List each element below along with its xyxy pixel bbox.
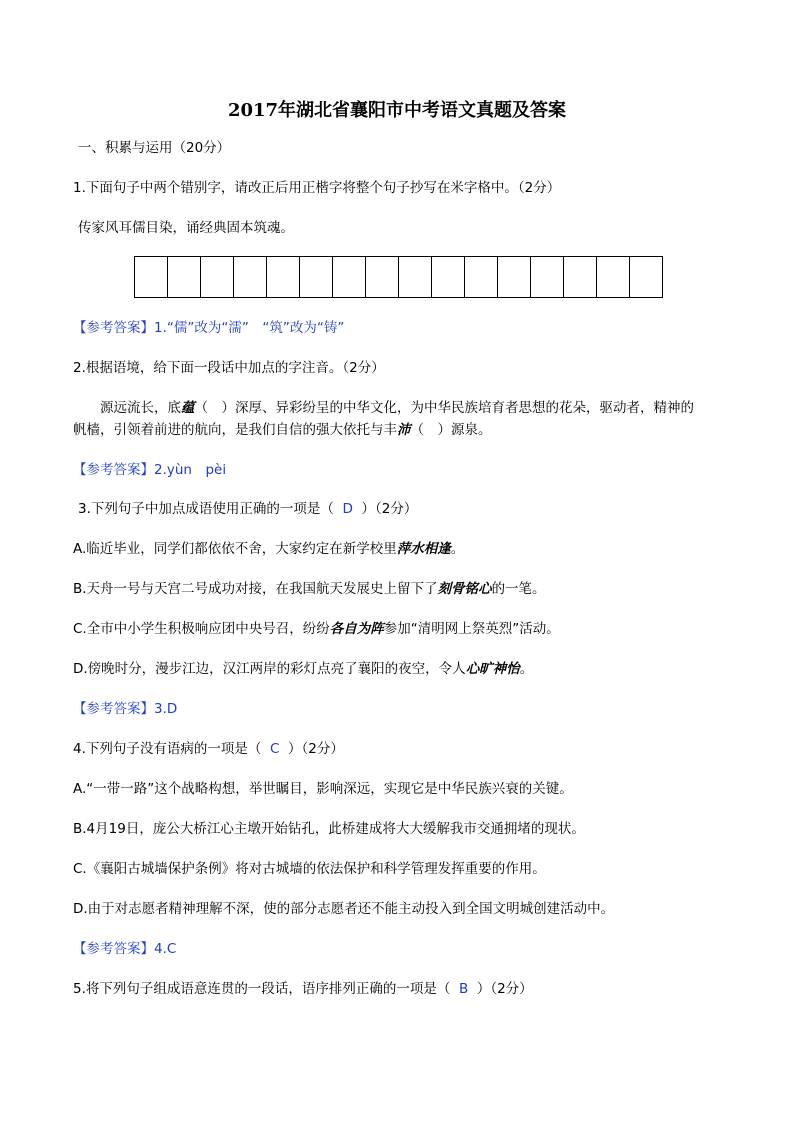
q2-answer: 【参考答案】2.yùn pèi: [73, 462, 227, 478]
grid-cell[interactable]: [332, 256, 366, 298]
q2-passage-line1: 源远流长，底蕴（ ）深厚、异彩纷呈的中华文化，为中华民族培育者思想的花朵，驱动者，精神的: [100, 400, 694, 416]
grid-cell[interactable]: [629, 256, 663, 298]
grid-cell[interactable]: [299, 256, 333, 298]
q3-stem: 3.下列句子中加点成语使用正确的一项是（ D ）（2分）: [78, 501, 418, 517]
grid-cell[interactable]: [563, 256, 597, 298]
q4-stem-answer: C: [269, 741, 280, 757]
q2-passage-line2: 帆樯，引领着前进的航向，是我们自信的强大依托与丰沛（ ）源泉。: [73, 422, 492, 438]
q4-option-a[interactable]: A.“一带一路”这个战略构想，举世瞩目，影响深远，实现它是中华民族兴衰的关键。: [73, 781, 573, 797]
q4-stem: 4.下列句子没有语病的一项是（ C ）（2分）: [73, 741, 344, 757]
q5-stem: 5.将下列句子组成语意连贯的一段话，语序排列正确的一项是（ B ）（2分）: [73, 981, 533, 997]
grid-cell[interactable]: [464, 256, 498, 298]
q5-stem-answer: B: [458, 981, 469, 997]
grid-cell[interactable]: [134, 256, 168, 298]
grid-cell[interactable]: [233, 256, 267, 298]
grid-cell[interactable]: [398, 256, 432, 298]
q2-stem: 2.根据语境，给下面一段话中加点的字注音。（2分）: [73, 360, 385, 376]
q3-option-c[interactable]: C.全市中小学生积极响应团中央号召，纷纷各自为阵参加“清明网上祭英烈”活动。: [73, 621, 560, 637]
grid-cell[interactable]: [266, 256, 300, 298]
grid-cell[interactable]: [596, 256, 630, 298]
q4-option-c[interactable]: C.《襄阳古城墙保护条例》将对古城墙的依法保护和科学管理发挥重要的作用。: [73, 861, 546, 877]
q4-option-d[interactable]: D.由于对志愿者精神理解不深，使的部分志愿者还不能主动投入到全国文明城创建活动中。: [73, 901, 615, 917]
dotted-char: 沛: [397, 422, 411, 438]
grid-cell[interactable]: [167, 256, 201, 298]
q4-answer: 【参考答案】4.C: [73, 941, 177, 957]
grid-cell[interactable]: [365, 256, 399, 298]
q1-sentence: 传家风耳儒目染，诵经典固本筑魂。: [78, 220, 294, 236]
grid-cell[interactable]: [200, 256, 234, 298]
q3-stem-answer: D: [342, 501, 353, 517]
q1-stem: 1.下面句子中两个错别字，请改正后用正楷字将整个句子抄写在米字格中。（2分）: [73, 180, 561, 196]
q3-option-a[interactable]: A.临近毕业，同学们都依依不舍，大家约定在新学校里萍水相逢。: [73, 541, 465, 557]
q4-option-b[interactable]: B.4月19日，庞公大桥江心主墩开始钻孔，此桥建成将大大缓解我市交通拥堵的现状。: [73, 821, 585, 837]
writing-grid[interactable]: [134, 256, 663, 298]
q3-answer: 【参考答案】3.D: [73, 701, 178, 717]
q3-option-d[interactable]: D.傍晚时分，漫步江边，汉江两岸的彩灯点亮了襄阳的夜空，令人心旷神怡。: [73, 661, 534, 677]
page-title: 2017年湖北省襄阳市中考语文真题及答案: [227, 100, 567, 121]
grid-cell[interactable]: [497, 256, 531, 298]
q1-answer: 【参考答案】1.“儒”改为“濡” “筑”改为“铸”: [73, 320, 345, 336]
dotted-char: 蕴: [181, 400, 195, 416]
grid-cell[interactable]: [431, 256, 465, 298]
grid-cell[interactable]: [530, 256, 564, 298]
q3-option-b[interactable]: B.天舟一号与天宫二号成功对接，在我国航天发展史上留下了刻骨铭心的一笔。: [73, 581, 546, 597]
section-heading: 一、积累与运用（20分）: [78, 140, 231, 156]
